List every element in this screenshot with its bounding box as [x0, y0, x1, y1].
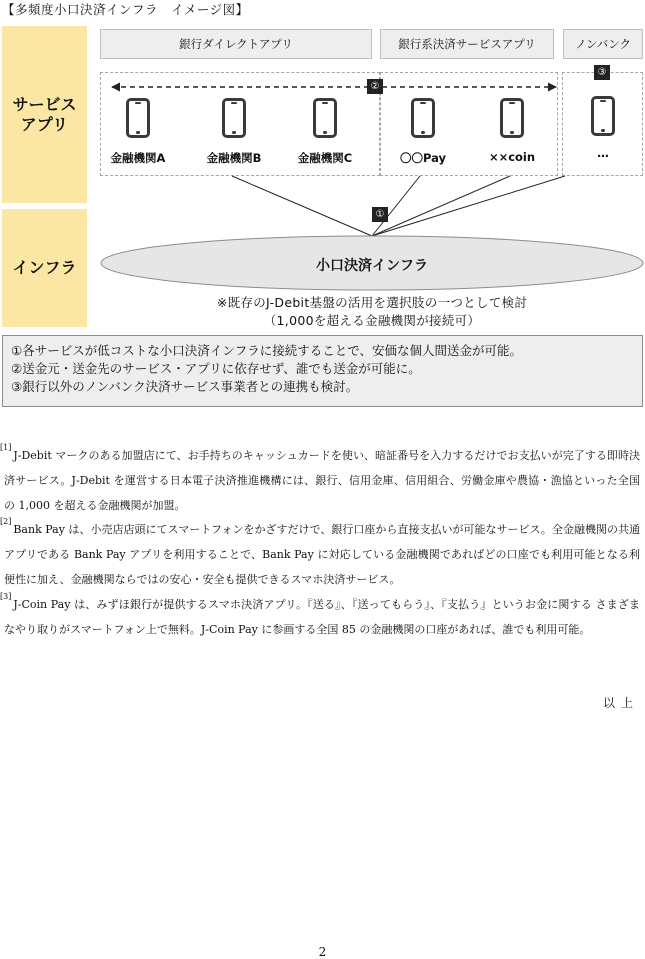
closing-mark: 以上: [602, 696, 639, 710]
category-bank-settlement-label: 銀行系決済サービスアプリ: [398, 37, 536, 51]
connector-line-a: [232, 176, 372, 236]
footnote-text: Bank Pay は、小売店店頭にてスマートフォンをかざすだけで、銀行口座から直接支払いが可能なサービス。全金融機関の共通アプリである Bank Pay アプリを利用することで、Bank Pay に対応している金融機関であればどの口座でも利用可能となる利便性に加え、金融機関ならではの安心・安全も提供できるスマホ決済サービス。: [4, 523, 640, 586]
badge-2: ②: [367, 79, 383, 94]
summary-box: [2, 335, 643, 407]
phone-icon: [591, 96, 615, 136]
infra-label-text: インフラ: [12, 258, 77, 277]
phone-icon: [313, 98, 337, 138]
badge-3: ③: [594, 65, 610, 80]
footnote-2: [0, 517, 640, 592]
phone-icon: [411, 98, 435, 138]
summary-item: ③銀行以外のノンバンク決済サービス事業者との連携も検討。: [11, 379, 359, 394]
category-bank-direct-label: 銀行ダイレクトアプリ: [179, 37, 293, 51]
summary-item: ②送金元・送金先のサービス・アプリに依存せず、誰でも送金が可能に。: [11, 361, 421, 376]
app-label-more: …: [597, 146, 609, 160]
jdebit-note-line2: （1,000を超える金融機関が接続可）: [263, 313, 481, 328]
category-nonbank-label: ノンバンク: [574, 37, 631, 51]
badge-1: ①: [372, 207, 388, 222]
figure-title: 【多頻度小口決済インフラ イメージ図】: [2, 2, 249, 17]
connector-line-nonbank: [372, 176, 565, 236]
phone-icon: [222, 98, 246, 138]
footnote-3: [0, 592, 640, 642]
app-label-pay: 〇〇Pay: [399, 151, 447, 165]
phone-icon: [126, 98, 150, 138]
app-label-coin: ××coin: [488, 150, 536, 164]
footnote-1: [0, 443, 640, 518]
phone-icon: [500, 98, 524, 138]
footnote-mark: [3]: [0, 592, 12, 601]
footnote-text: J-Coin Pay は、みずほ銀行が提供するスマホ決済アプリ。『送る』、『送ってもらう』、『支払う』というお金に関する さまざまなやり取りがスマートフォン上で無料。J-Coin Pay に参画する全国 85 の金融機関の口座があれば、誰でも利用可能。: [4, 598, 640, 636]
app-label-b: 金融機関B: [206, 151, 262, 165]
footnote-text: J-Debit マークのある加盟店にて、お手持ちのキャッシュカードを使い、暗証番号を入力するだけでお支払いが完了する即時決済サービス。J-Debit を運営する日本電子決済推進機構には、銀行、信用金庫、信用組合、労働金庫や農協・漁協といった全国の 1,000 を超える金融機関が加盟。: [4, 449, 640, 512]
app-label-c: 金融機関C: [297, 151, 353, 165]
footnote-mark: [1]: [0, 443, 12, 452]
connector-line-pay: [372, 176, 420, 236]
page-number: 2: [318, 945, 327, 959]
connector-line-coin: [372, 176, 510, 236]
infra-title: 小口決済インフラ: [316, 258, 428, 274]
summary-item: ①各サービスが低コストな小口決済インフラに接続することで、安価な個人間送金が可能。: [11, 343, 522, 358]
app-label-a: 金融機関A: [110, 151, 166, 165]
footnote-mark: [2]: [0, 517, 12, 526]
service-app-label-text: サービス アプリ: [12, 94, 77, 134]
jdebit-note-line1: ※既存のJ-Debit基盤の活用を選択肢の一つとして検討: [216, 295, 528, 310]
